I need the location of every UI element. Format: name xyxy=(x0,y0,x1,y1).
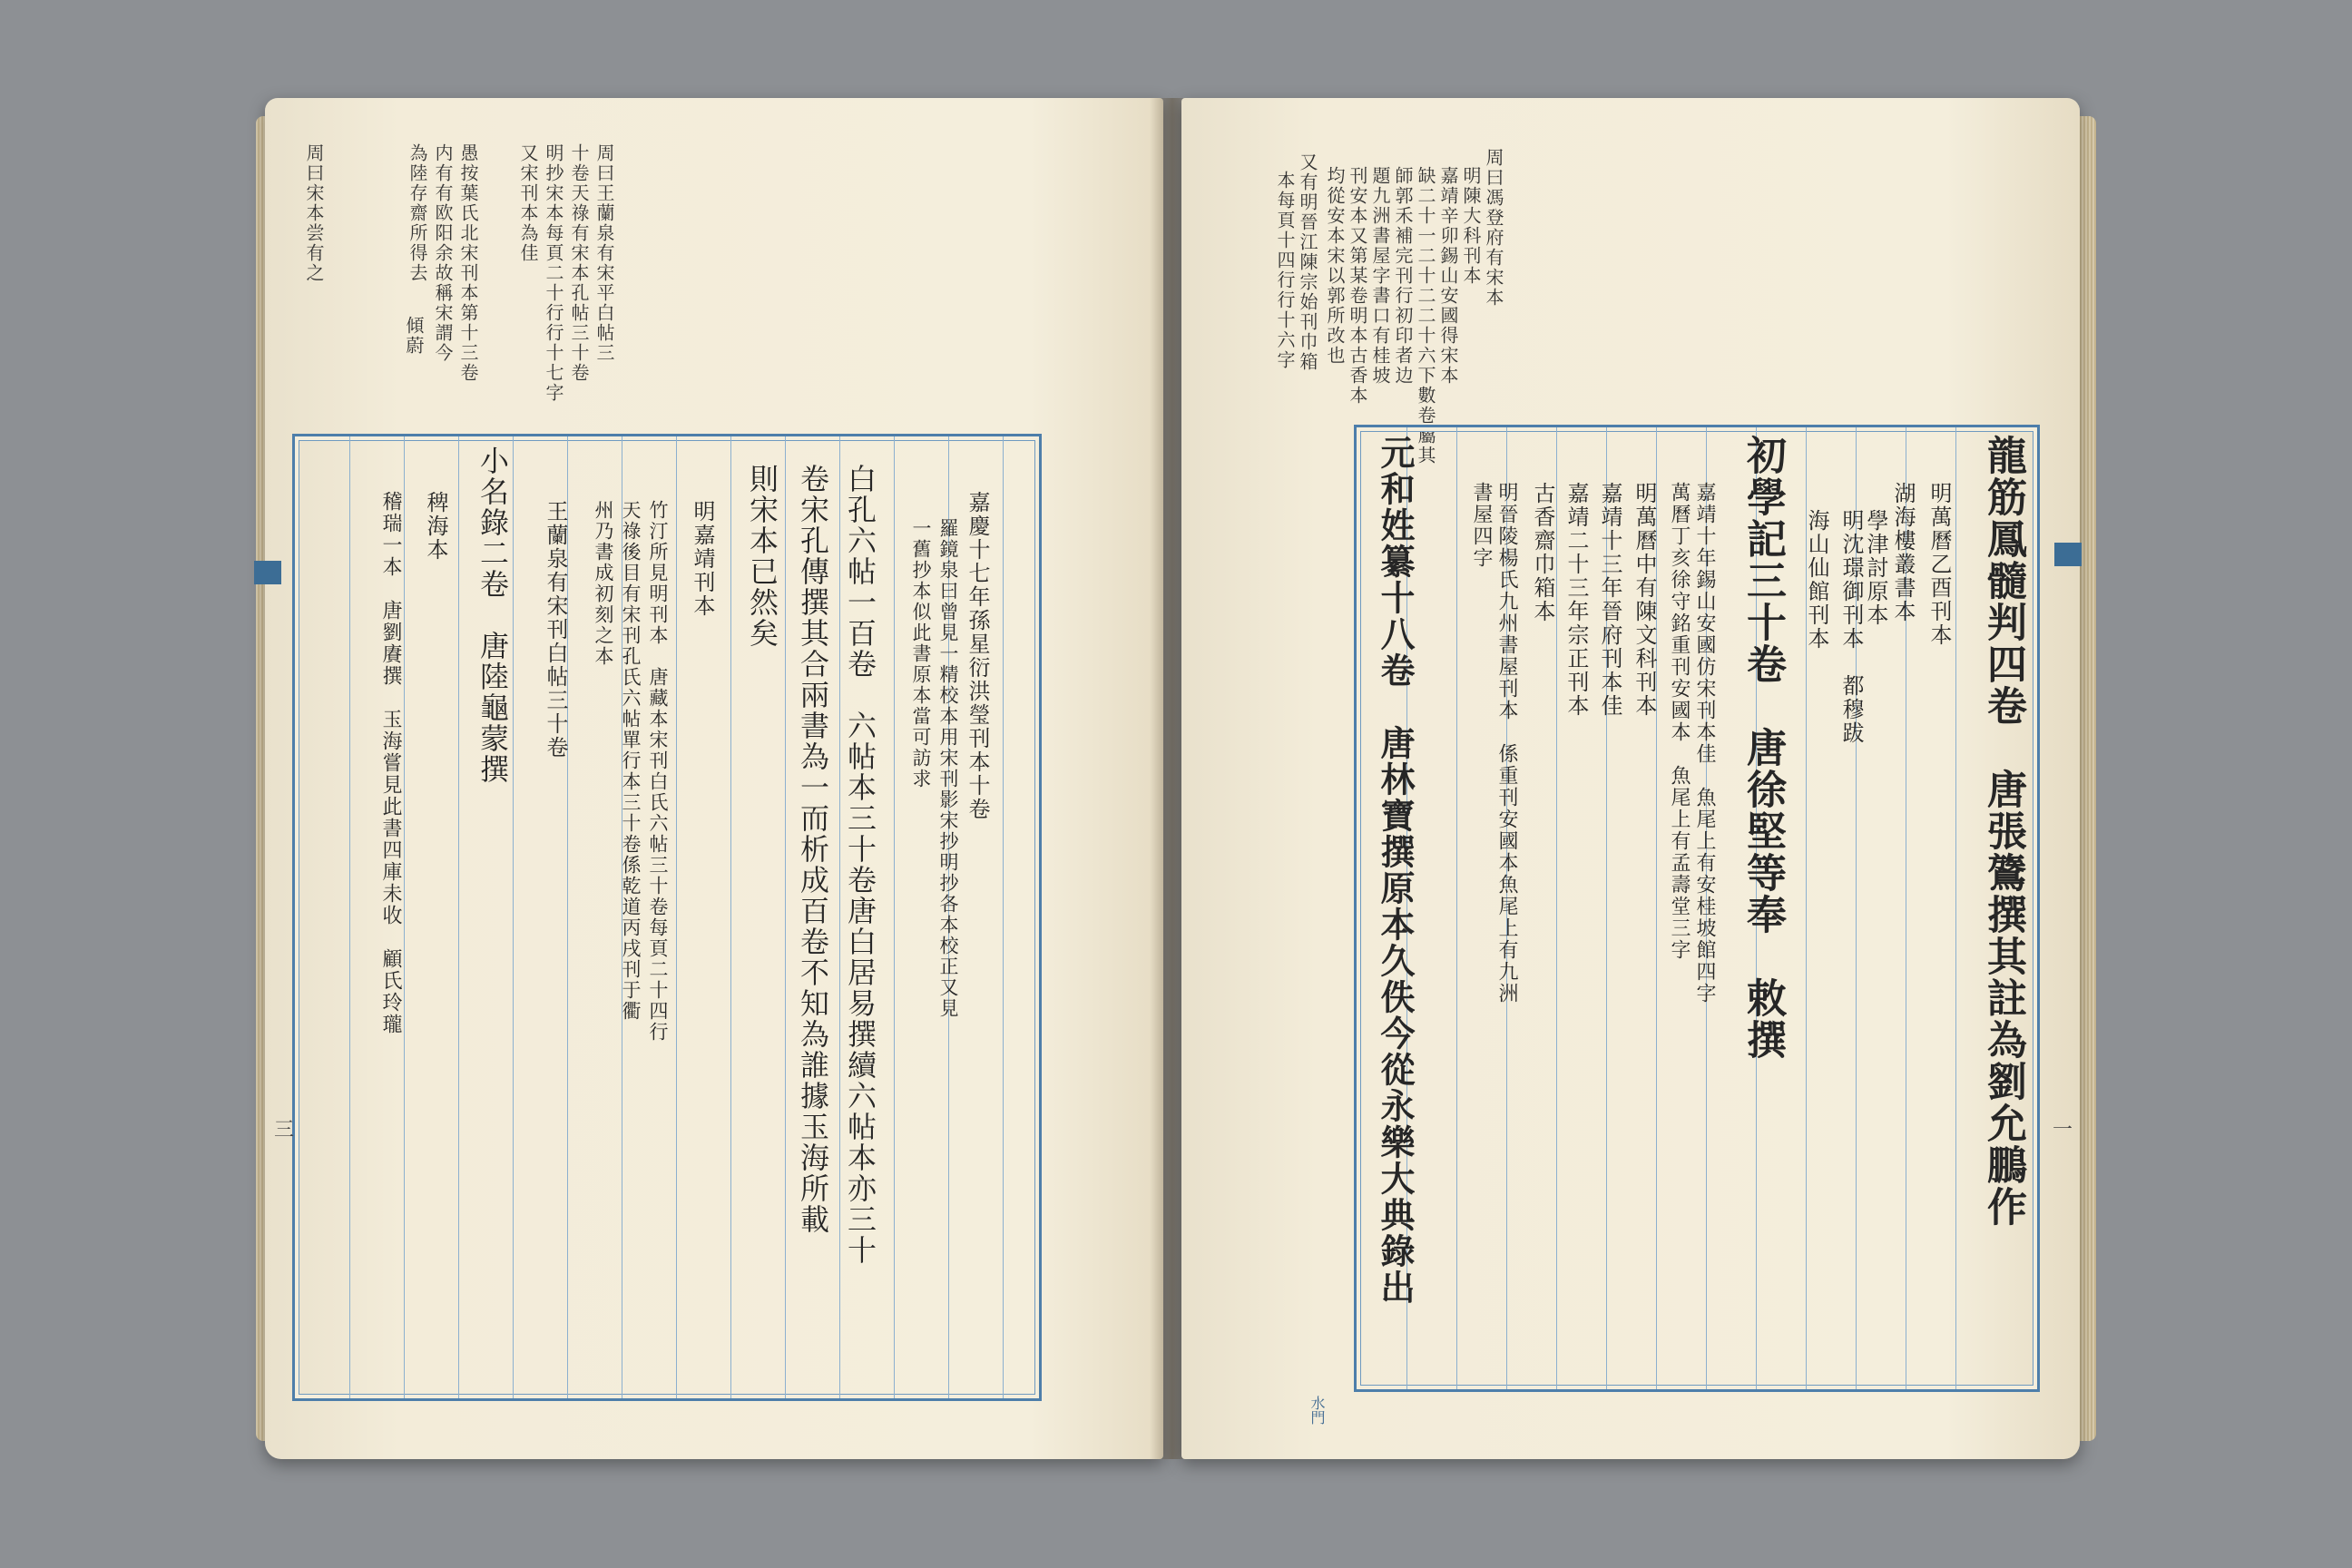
right-col-12: 嘉靖二十三年宗正刊本 xyxy=(1563,482,1589,718)
left-note-1: 周曰宋本尝有之 xyxy=(303,143,325,283)
open-book xyxy=(265,98,2080,1477)
left-col-1: 嘉慶十七年孫星衍洪瑩刊本十卷 xyxy=(965,491,990,821)
right-col-1: 龍筋鳳髓判四卷 唐張鷟撰其註為劉允鵬作 xyxy=(1980,435,2026,1228)
right-col-10: 明萬曆中有陳文科刊本 xyxy=(1632,482,1657,718)
left-col-14: 稽瑞一本 唐劉賡撰 玉海嘗見此書四庫未收 顧氏玲瓏 xyxy=(379,491,402,1035)
right-col-14: 明晉陵楊氏九州書屋刊本 係重刊安國本魚尾上有九洲 xyxy=(1495,482,1518,1004)
right-note-5: 師郭禾補完刊行初印者边 xyxy=(1392,166,1414,386)
left-col-4: 白孔六帖一百卷 六帖本三十卷唐白居易撰續六帖本亦三十 xyxy=(843,464,877,1266)
left-col-3: 一舊抄本似此書原本當可訪求 xyxy=(910,518,932,789)
left-note-2: 愚按葉氏北宋刊本第十三卷 xyxy=(457,143,479,383)
left-col-11: 王蘭泉有宋刊白帖三十卷 xyxy=(543,500,568,760)
left-col-2: 羅鏡泉曰曾見一精校本用宋刊影宋抄明抄各本校正又見 xyxy=(937,518,959,1019)
seal-stamp: 水門 xyxy=(1308,1396,1326,1425)
right-col-4: 學津討原本 xyxy=(1863,509,1888,627)
left-page-number: 三 xyxy=(274,1119,295,1142)
right-text-frame xyxy=(1354,425,2040,1392)
right-note-1: 周曰馮登府有宋本 xyxy=(1483,148,1504,308)
right-col-3: 湖海樓叢書本 xyxy=(1890,482,1916,623)
left-col-8: 竹汀所見明刊本 唐藏本宋刊白氏六帖三十卷每頁二十四行 xyxy=(647,500,669,1043)
right-col-2: 明萬曆乙酉刊本 xyxy=(1926,482,1952,647)
left-note-7: 十卷天祿有宋本孔帖三十卷 xyxy=(568,143,590,383)
right-col-13: 古香齋巾箱本 xyxy=(1530,482,1555,623)
right-col-6: 海山仙館刊本 xyxy=(1804,509,1829,651)
left-col-10: 州乃書成初刻之本 xyxy=(593,500,614,667)
right-col-9: 萬曆丁亥徐守銘重刊安國本 魚尾上有孟壽堂三字 xyxy=(1668,482,1690,961)
blue-tab-mark-right xyxy=(2054,543,2082,566)
right-col-7: 初學記三十卷 唐徐堅等奉 敕撰 xyxy=(1740,435,1786,1061)
left-note-8: 明抄宋本每頁二十行行十七字 xyxy=(543,143,564,403)
right-note-9: 又有明晉江陳宗始刊巾箱 xyxy=(1297,152,1318,372)
left-note-5: 傾蔚 xyxy=(403,316,425,356)
right-note-4: 缺二十一二十二二十六下數卷屬其 xyxy=(1415,166,1436,466)
right-col-8: 嘉靖十年錫山安國仿宋刊本佳 魚尾上有安桂坡館四字 xyxy=(1693,482,1716,1004)
left-note-3: 内有有欧阳余故稱宋謂今 xyxy=(432,143,454,363)
right-col-5: 明沈璟御刊本 都穆跋 xyxy=(1838,509,1864,745)
left-page xyxy=(265,98,1163,1459)
right-col-15: 書屋四字 xyxy=(1470,482,1493,569)
right-note-2: 明陳大科刊本 xyxy=(1460,166,1482,286)
left-col-6: 則宋本已然矣 xyxy=(745,464,779,649)
right-page-number: 一 xyxy=(2053,1119,2073,1142)
right-col-11: 嘉靖十三年晉府刊本佳 xyxy=(1597,482,1622,718)
right-note-7: 刊安本又第某卷明本古香本 xyxy=(1347,166,1368,406)
left-col-9: 天祿後目有宋刊孔氏六帖單行本三十卷係乾道丙戌刊于衢 xyxy=(620,500,642,1022)
left-note-9: 又宋刊本為佳 xyxy=(517,143,539,263)
right-page xyxy=(1181,98,2080,1459)
left-col-7: 明嘉靖刊本 xyxy=(690,500,715,618)
right-note-3: 嘉靖辛卯錫山安國得宋本 xyxy=(1437,166,1459,386)
left-note-6: 周曰王蘭泉有宋平白帖三 xyxy=(593,143,615,363)
right-note-6: 題九洲書屋字書口有桂坡 xyxy=(1369,166,1391,386)
left-note-4: 為陸存齋所得去 xyxy=(407,143,428,283)
blue-tab-mark xyxy=(254,561,281,584)
left-text-frame xyxy=(292,434,1042,1401)
left-col-12: 小名錄二卷 唐陸龜蒙撰 xyxy=(475,446,510,785)
left-col-5: 卷宋孔傳撰其合兩書為一而析成百卷不知為誰據玉海所載 xyxy=(796,464,830,1235)
left-col-13: 稗海本 xyxy=(423,491,448,562)
right-note-8: 均從安本宋以郭所改也 xyxy=(1324,166,1346,366)
right-note-10: 本每頁十四行行十六字 xyxy=(1274,171,1296,370)
right-col-16: 元和姓纂十八卷 唐林寶撰原本久佚今從永樂大典錄出 xyxy=(1375,435,1416,1306)
